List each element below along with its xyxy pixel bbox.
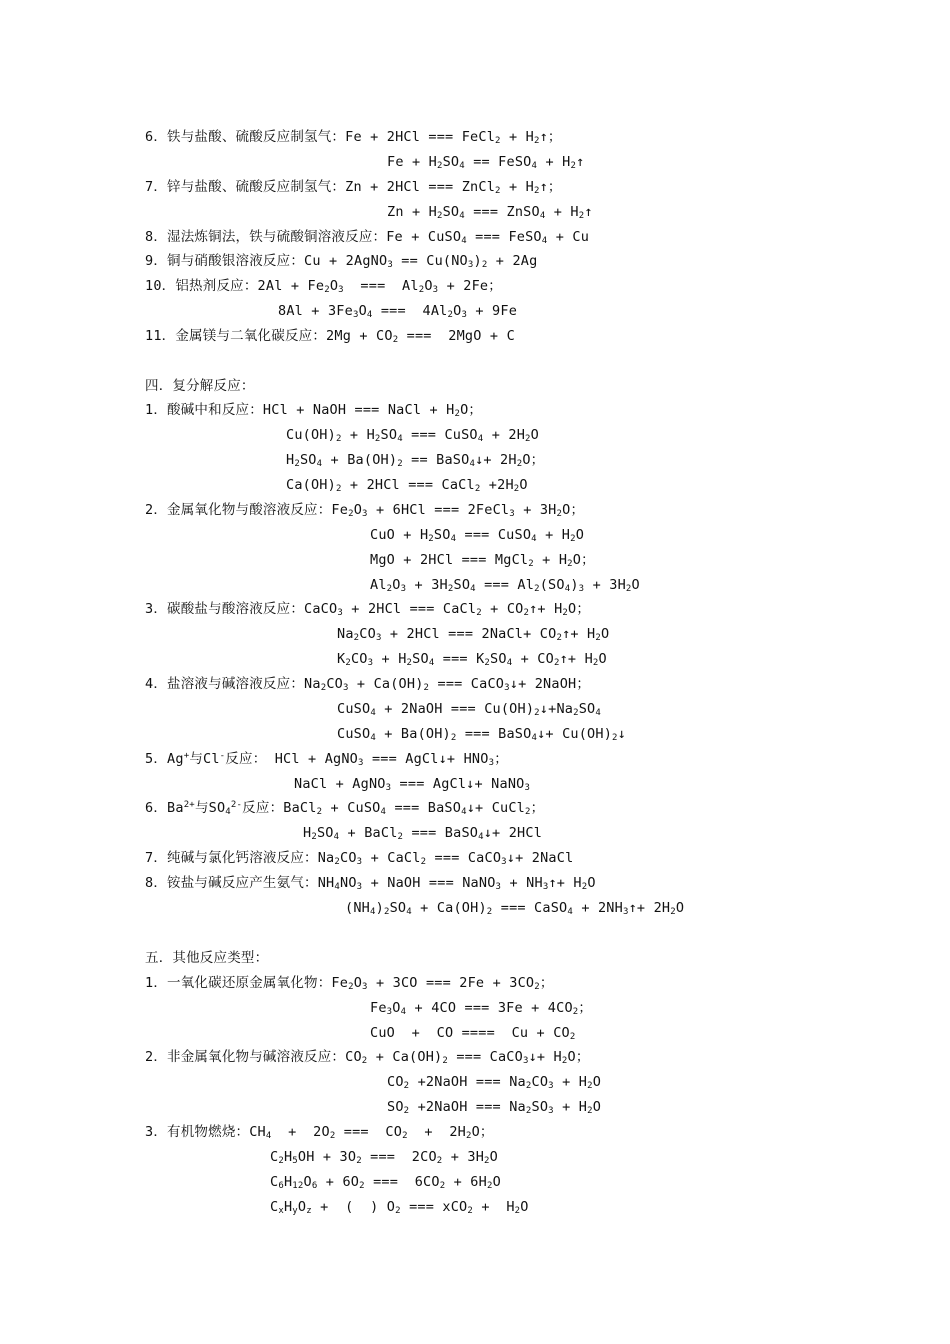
text-line: 10．铝热剂反应：$2Al + Fe_2O_3$ === $Al_2O_3 + 2Fe$；	[145, 278, 502, 295]
text-line: 1．酸碱中和反应：HCl + NaOH === NaCl + $H_2O$；	[145, 402, 483, 419]
text-line: NaCl + AgNO$_3$ === AgCl↓+ NaNO$_3$	[294, 776, 531, 793]
text-line: 4．盐溶液与碱溶液反应：$Na_2CO_3 + Ca(OH)_2$ === CaCO$_3$↓+ 2NaOH；	[145, 676, 591, 693]
text-line: $Ca(OH)_2 + 2HCl$ === CaCl$_2$ $+2H_2O$	[286, 477, 528, 494]
text-line: $K_2CO_3 + H_2SO_4$ === $K_2SO_4$ + $CO_2↑+ H_2O$	[337, 651, 607, 668]
text-line: $C_6H_{12}O_6 + 6O_2$ === $6CO_2 + 6H_2O$	[270, 1174, 501, 1191]
text-line: 11．金属镁与二氧化碳反应：$2Mg + CO_2$ === 2MgO + C	[145, 328, 515, 345]
text-line: CuSO$_4$ + 2NaOH === $Cu(OH)_2↓+Na_2SO_4$	[337, 701, 602, 718]
text-line: 2．金属氧化物与酸溶液反应：$Fe_2O_3 + 6HCl$ === 2FeCl$_3$ + $3H_2O$；	[145, 502, 585, 519]
text-line: $Zn + H_2SO_4$ === ZnSO$_4$ + $H_2↑$	[387, 204, 593, 221]
text-line: $Na_2CO_3 + 2HCl$ === 2NaCl+ $CO_2↑+ H_2O$	[337, 626, 610, 643]
text-line: 7．纯碱与氯化钙溶液反应：$Na_2CO_3$ + CaCl$_2$ === CaCO$_3$↓+ 2NaCl	[145, 850, 574, 867]
text-line: 1．一氧化碳还原金属氧化物：$Fe_2O_3 + 3CO$ === $2Fe + 3CO_2$；	[145, 975, 554, 992]
text-line: 3．有机物燃烧：$CH_4 + 2O_2$ === $CO_2 + 2H_2O$；	[145, 1124, 494, 1141]
text-line: 3．碳酸盐与酸溶液反应：CaCO$_3$ + 2HCl === CaCl$_2$ + $CO_2↑+ H_2O$；	[145, 601, 591, 618]
text-line: $Al_2O_3 + 3H_2SO_4$ === $Al_2(SO_4)_3 + 3H_2O$	[370, 577, 640, 594]
text-line: 8．湿法炼铜法，铁与硫酸铜溶液反应：Fe + CuSO$_4$ === FeSO$_4$ + Cu	[145, 229, 590, 246]
text-line: $C_2H_5OH + 3O_2$ === $2CO_2 + 3H_2O$	[270, 1149, 498, 1166]
text-line: 5．Ag+与Cl-反应： HCl + AgNO$_3$ === AgCl↓+ $HNO_3$；	[145, 751, 508, 768]
text-line: MgO + 2HCl === MgCl$_2$ + $H_2O$；	[370, 552, 595, 569]
section-heading: 五．其他反应类型：	[145, 950, 269, 966]
section-heading: 四．复分解反应：	[145, 378, 255, 394]
text-line: 2．非金属氧化物与碱溶液反应：$CO_2 + Ca(OH)_2$ === CaCO$_3$↓+ $H_2O$；	[145, 1049, 590, 1066]
text-line: $(NH_4)_2SO_4 + Ca(OH)_2$ === CaSO$_4$ + $2NH_3↑+ 2H_2O$	[345, 900, 685, 917]
text-line: $Fe_3O_4 + 4CO$ === $3Fe + 4CO_2$；	[370, 1000, 593, 1017]
text-line: CuO + CO ==== $Cu + CO_2$	[370, 1025, 576, 1042]
text-line: CuSO$_4$ + $Ba(OH)_2$ === BaSO$_4$↓+ $Cu(OH)_2↓$	[337, 726, 626, 743]
text-line: 7．锌与盐酸、硫酸反应制氢气：Zn + 2HCl === ZnCl$_2$ + $H_2↑$；	[145, 179, 562, 196]
text-line: $C_xH_yO_z$ + ( ) $O_2$ === $xCO_2 + H_2O$	[270, 1199, 529, 1216]
text-line: $Cu(OH)_2 + H_2SO_4$ === CuSO$_4$ + $2H_2O$	[286, 427, 539, 444]
text-line: $SO_2$ +2NaOH === $Na_2SO_3 + H_2O$	[387, 1099, 602, 1116]
text-line: $H_2SO_4 + Ba(OH)_2$ == BaSO$_4$↓+ $2H_2O$；	[286, 452, 545, 469]
text-line: $CO_2$ +2NaOH === $Na_2CO_3 + H_2O$	[387, 1074, 602, 1091]
text-line: CuO + $H_2SO_4$ === CuSO$_4$ + $H_2O$	[370, 527, 585, 544]
text-line: $Fe + H_2SO_4$ == FeSO$_4$ + $H_2↑$	[387, 154, 585, 171]
text-line: 6．$Ba^{2+}$与$SO_4^{2-}$反应：BaCl$_2$ + CuSO$_4$ === BaSO$_4$↓+ CuCl$_2$；	[145, 800, 545, 817]
text-line: $8Al + 3Fe_3O_4$ === $4Al_2O_3 + 9Fe$	[278, 303, 518, 320]
text-line: $H_2SO_4$ + BaCl$_2$ === BaSO$_4$↓+ 2HCl	[303, 825, 543, 842]
text-line: 9．铜与硝酸银溶液反应：Cu + 2AgNO$_3$ == $Cu(NO_3)_2 + 2Ag$	[145, 253, 538, 270]
text-line: 6．铁与盐酸、硫酸反应制氢气：Fe + 2HCl === FeCl$_2$ + $H_2↑$；	[145, 129, 562, 146]
text-line: 8．铵盐与碱反应产生氨气：$NH_4NO_3$ + NaOH === NaNO$_3$ + $NH_3↑+ H_2O$	[145, 875, 596, 892]
